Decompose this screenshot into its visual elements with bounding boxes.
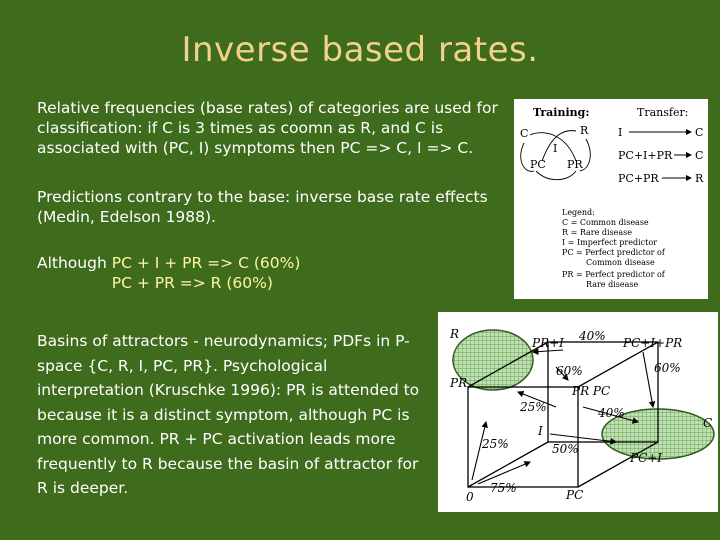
prediction-line-2: PC + PR => R (60%): [111, 274, 273, 292]
cube-label-25-mid: 25%: [520, 400, 547, 414]
cube-label-pr: PR: [450, 376, 468, 390]
paragraph-base-rates: Relative frequencies (base rates) of categories are used for classification: if C is 3 times as coomn as R, and C is associated with (PC, I) symptoms then PC => C, I => C.: [37, 99, 498, 157]
prediction-line-1: PC + I + PR => C (60%): [111, 254, 301, 272]
cube-label-pc-i-pr: PC+I+PR: [623, 336, 683, 350]
edge-pc-pr: [536, 171, 576, 180]
transfer-input-2: PC+I+PR: [618, 149, 673, 162]
cube-label-i: I: [538, 424, 543, 438]
page-title: Inverse based rates.: [181, 30, 539, 70]
attractor-cube-svg: [438, 312, 718, 512]
transfer-label: Transfer:: [637, 106, 689, 119]
transfer-row-3: [618, 172, 704, 185]
training-label: Training:: [533, 106, 590, 119]
cube-label-c: C: [703, 416, 713, 430]
node-i: I: [553, 142, 558, 155]
cube-label-60-left: 60%: [556, 364, 583, 378]
paragraph-although: [37, 253, 507, 293]
edge-pc-r: [542, 131, 576, 161]
attractor-cube-figure: [438, 312, 718, 512]
cube-label-75: 75%: [490, 481, 517, 495]
cube-label-40-mid: 40%: [598, 406, 625, 420]
cube-label-pc-i: PC+I: [630, 451, 663, 465]
cube-label-pr-pc: PR PC: [572, 384, 611, 398]
node-c: C: [520, 127, 529, 140]
legend-line-3: I = Imperfect predictor: [562, 238, 658, 247]
although-lead: Although: [37, 254, 112, 272]
legend-line-7: Rare disease: [586, 280, 639, 289]
legend-line-2: R = Rare disease: [562, 228, 633, 237]
transfer-row-2: [618, 149, 703, 162]
legend-title: Legend:: [562, 208, 595, 217]
transfer-input-3: PC+PR: [618, 172, 659, 185]
cube-label-25-left: 25%: [482, 437, 509, 451]
transfer-input-1: I: [618, 126, 623, 139]
legend-line-5: Common disease: [586, 258, 655, 267]
transfer-output-2: C: [695, 149, 704, 162]
training-transfer-figure: [514, 99, 708, 299]
cube-label-0: 0: [466, 490, 474, 504]
node-r: R: [580, 124, 589, 137]
cube-label-60-right: 60%: [654, 361, 681, 375]
cube-label-pc: PC: [566, 488, 584, 502]
transfer-output-1: C: [695, 126, 704, 139]
cube-label-40-top: 40%: [579, 329, 606, 343]
training-transfer-svg: [514, 99, 708, 299]
node-pc: PC: [530, 158, 546, 171]
cube-label-50: 50%: [552, 442, 579, 456]
cube-label-pr-i: PR+I: [532, 336, 564, 350]
paragraph-attractors: Basins of attractors - neurodynamics; PDFs in P-space {C, R, I, PC, PR}. Psychological interpretation (Kruschke 1996): PR is attended to because it is a distinct symptom, although PC is more common. PR + PC activation leads more frequently to R because the basin of attractor for R is deeper.: [37, 332, 420, 497]
transfer-output-3: R: [695, 172, 704, 185]
cube-label-r: R: [450, 327, 460, 341]
node-pr: PR: [567, 158, 583, 171]
transfer-row-1: [618, 126, 703, 139]
legend-line-4: PC = Perfect predictor of: [562, 248, 665, 257]
paragraph-inverse-effects: Predictions contrary to the base: inverse base rate effects (Medin, Edelson 1988).: [37, 188, 488, 226]
legend-line-6: PR = Perfect predictor of: [562, 270, 665, 279]
legend-line-1: C = Common disease: [562, 218, 649, 227]
